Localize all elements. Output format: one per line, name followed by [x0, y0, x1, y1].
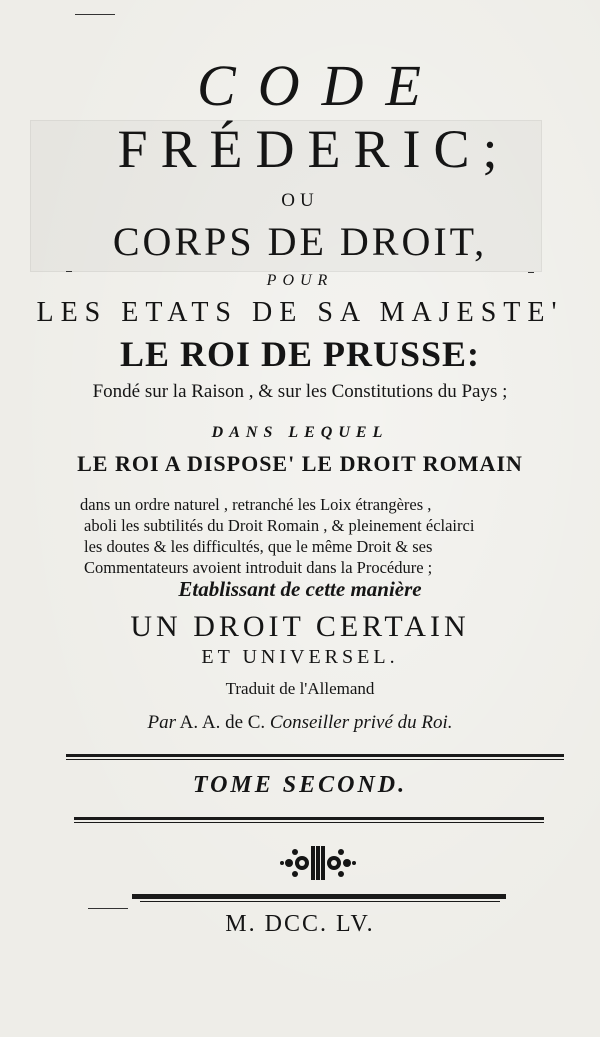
volume-label: TOME SECOND.	[192, 772, 408, 798]
rule-top-thick	[66, 754, 564, 757]
imprint-date: M. DCC. LV.	[225, 911, 375, 937]
body-line-4: Commentateurs avoient introduit dans la Procédure ;	[84, 558, 433, 577]
rule-bottom-thin	[140, 901, 500, 902]
title-frederic: FRÉDERIC;	[117, 119, 511, 179]
title-le-roi-de-prusse: LE ROI DE PRUSSE:	[119, 334, 481, 374]
byline-role: Conseiller privé du Roi.	[269, 712, 453, 733]
rule-bottom-thick	[132, 894, 506, 899]
rule-middle-thick	[74, 817, 544, 820]
scan-speck	[66, 271, 72, 272]
translation-note: Traduit de l'Allemand	[225, 679, 375, 698]
subtitle-et-universel: ET UNIVERSEL.	[201, 646, 399, 668]
subtitle-etablissant: Etablissant de cette manière	[178, 577, 422, 601]
subtitle-fonde: Fondé sur la Raison , & sur les Constitutions du Pays ;	[92, 381, 508, 402]
subtitle-le-roi-a-dispose: LE ROI A DISPOSE' LE DROIT ROMAIN	[77, 451, 523, 476]
byline-par: Par	[147, 712, 176, 733]
scan-speck	[88, 908, 128, 909]
rule-middle-thin	[74, 822, 544, 823]
subtitle-un-droit-certain: UN DROIT CERTAIN	[130, 610, 470, 643]
rule-top-thin	[66, 759, 564, 760]
scan-speck	[75, 14, 115, 15]
scan-speck	[528, 272, 534, 273]
title-code: CODE	[197, 53, 443, 118]
body-line-1: dans un ordre naturel , retranché les Loix étrangères ,	[80, 495, 432, 514]
byline-author: A. A. de C.	[179, 712, 266, 733]
printers-ornament-icon	[278, 842, 358, 884]
subtitle-dans-lequel: DANS LEQUEL	[211, 424, 389, 441]
body-line-3: les doutes & les difficultés, que le même Droit & ses	[84, 537, 433, 556]
title-corps-de-droit: CORPS DE DROIT,	[112, 219, 488, 264]
title-les-etats: LES ETATS DE SA MAJESTE'	[36, 297, 564, 328]
byline	[0, 712, 600, 734]
title-ou: OU	[281, 190, 319, 211]
body-line-2: aboli les subtilités du Droit Romain , & pleinement éclairci	[84, 516, 475, 535]
title-pour: POUR	[266, 272, 334, 289]
